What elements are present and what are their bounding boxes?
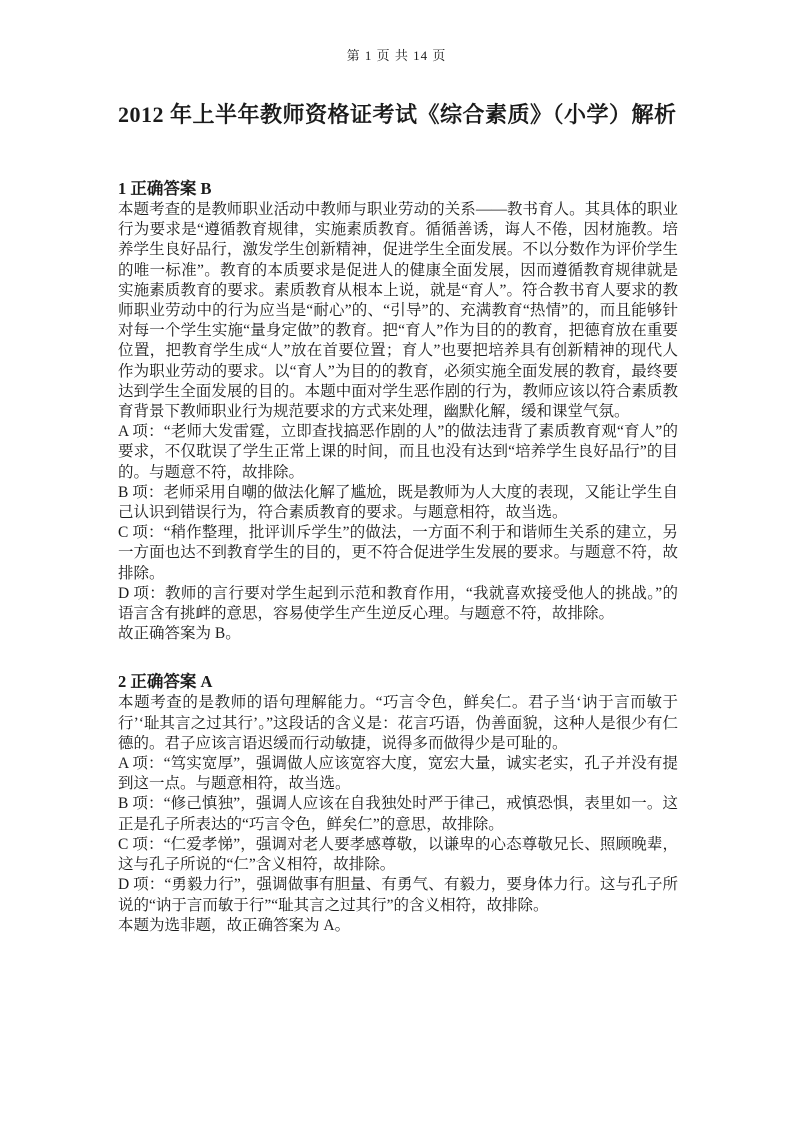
option-a-analysis: A 项：“老师大发雷霆，立即查找搞恶作剧的人”的做法违背了素质教育观“育人”的要求，不仅耽误了学生正常上课的时间，而且也没有达到“培养学生良好品行”的目的。与题意不符，故排除。 [118,423,678,481]
explanation-paragraph: 本题考查的是教师职业活动中教师与职业劳动的关系——教书育人。其具体的职业行为要求是“遵循教育规律，实施素质教育。循循善诱，诲人不倦，因材施教。培养学生良好品行，激发学生创新精神，促进学生全面发展。不以分数作为评价学生的唯一标准”。教育的本质要求是促进人的健康全面发展，因而遵循教育规律就是实施素质教育的要求。素质教育从根本上说，就是“育人”。符合教书育人要求的教师职业劳动中的行为应当是“耐心”的、“引导”的、充满教育“热情”的，而且能够针对每一个学生实施“量身定做”的教育。把“育人”作为目的的教育，把德育放在重要位置，把教育学生成“人”放在首要位置；育人”也要把培养具有创新精神的现代人作为职业劳动的要求。以“育人”为目的的教育，必须实施全面发展的教育，最终要达到学生全面发展的目的。本题中面对学生恶作剧的行为，教师应该以符合素质教育背景下教师职业行为规范要求的方式来处理，幽默化解，缓和课堂气氛。 [118,201,678,421]
section-heading-2: 2 正确答案 A [118,672,213,692]
page-number-indicator: 第 1 页 共 14 页 [346,48,447,63]
option-c-analysis: C 项：“稍作整理，批评训斥学生”的做法，一方面不利于和谐师生关系的建立，另一方面也达不到教育学生的目的，更不符合促进学生发展的要求。与题意不符，故排除。 [118,524,678,582]
option-b-analysis: B 项：老师采用自嘲的做法化解了尴尬，既是教师为人大度的表现，又能让学生自己认识到错误行为，符合素质教育的要求。与题意相符，故当选。 [118,483,678,522]
conclusion-line: 故正确答案为 B。 [118,625,241,643]
page-title: 2012 年上半年教师资格证考试《综合素质》（小学）解析 [118,102,677,127]
option-d-analysis: D 项：“勇毅力行”，强调做事有胆量、有勇气、有毅力，要身体力行。这与孔子所说的“讷于言而敏于行”“耻其言之过其行”的含义相符，故排除。 [118,876,678,914]
document-content [118,101,678,936]
explanation-paragraph: 本题考查的是教师的语句理解能力。“巧言令色，鲜矣仁。君子当‘讷于言而敏于行’‘耻其言之过其行’。”这段话的含义是：花言巧语，伪善面貌，这种人是很少有仁德的。君子应该言语迟缓而行动敏捷，说得多而做得少是可耻的。 [118,694,678,752]
answer-section-2 [118,671,678,935]
option-d-analysis: D 项：教师的言行要对学生起到示范和教育作用，“我就喜欢接受他人的挑战。”的语言含有挑衅的意思，容易使学生产生逆反心理。与题意不符，故排除。 [118,584,678,623]
conclusion-line: 本题为选非题，故正确答案为 A。 [118,916,351,934]
answer-section-1 [118,178,678,644]
option-b-analysis: B 项：“修己慎独”，强调人应该在自我独处时严于律己，戒慎恐惧，表里如一。这正是孔子所表达的“巧言令色，鲜矣仁”的意思，故排除。 [118,795,678,833]
section-heading-1: 1 正确答案 B [118,179,212,198]
option-c-analysis: C 项：“仁爱孝悌”，强调对老人要孝感尊敬，以谦卑的心态尊敬兄长、照顾晚辈，这与孔子所说的“仁”含义相符，故排除。 [118,835,678,874]
option-a-analysis: A 项：“笃实宽厚”，强调做人应该宽容大度，宽宏大量，诚实老实，孔子并没有提到这一点。与题意相符，故当选。 [118,755,678,793]
